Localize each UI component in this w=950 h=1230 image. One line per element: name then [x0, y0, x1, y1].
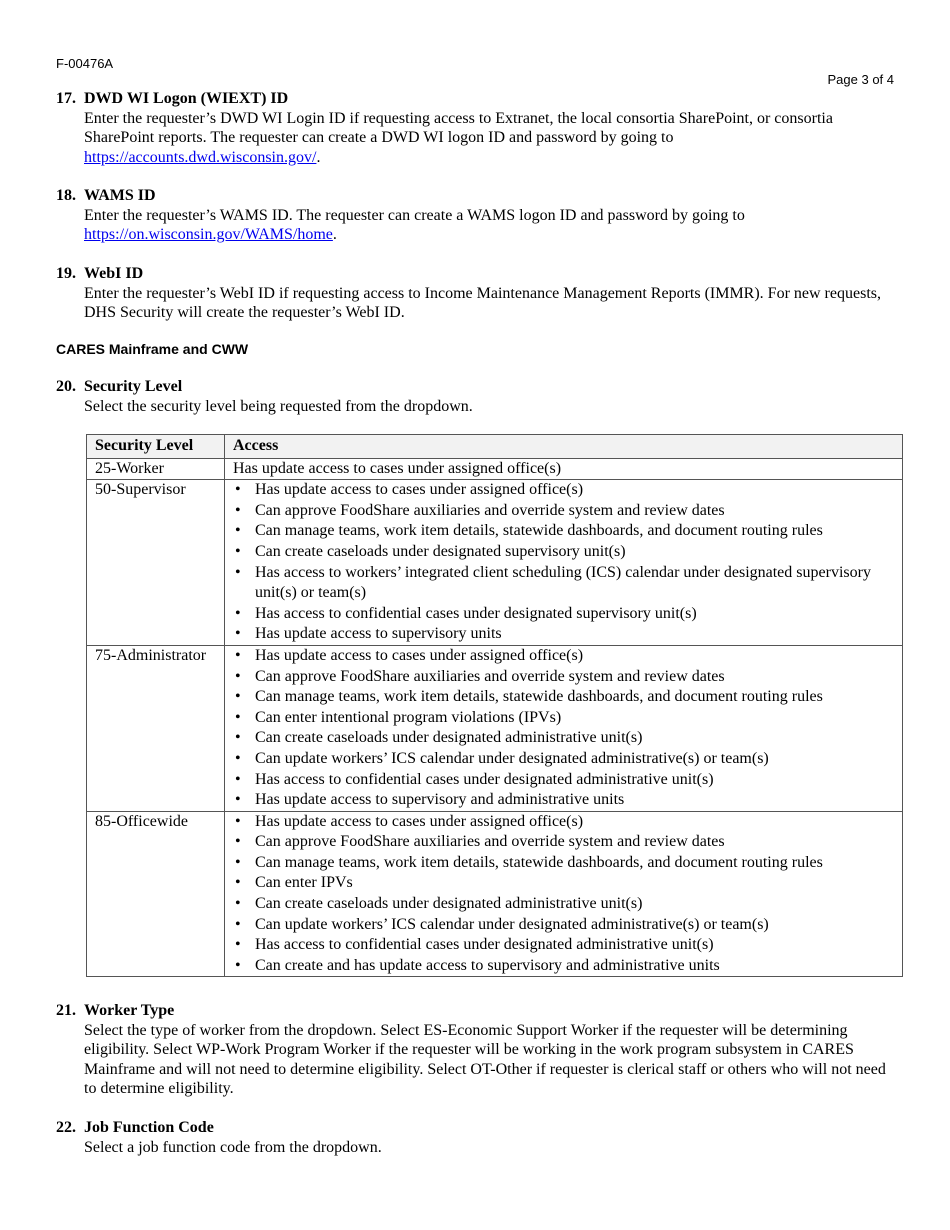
dwd-accounts-link[interactable]: https://accounts.dwd.wisconsin.gov/	[84, 148, 317, 166]
access-cell	[225, 480, 903, 646]
access-item: • Has access to confidential cases under designated administrative unit(s)	[255, 935, 894, 956]
access-item: • Can approve FoodShare auxiliaries and override system and review dates	[255, 832, 894, 853]
table-header-row	[87, 435, 903, 459]
access-item: • Can enter IPVs	[255, 873, 894, 894]
access-item: • Can manage teams, work item details, statewide dashboards, and document routing rules	[255, 853, 894, 874]
item-21-title: Worker Type	[84, 1002, 175, 1019]
access-item: • Can manage teams, work item details, statewide dashboards, and document routing rules	[255, 687, 894, 708]
item-17-period: .	[316, 148, 321, 166]
access-item: • Can enter intentional program violations (IPVs)	[255, 708, 894, 729]
item-22-title: Job Function Code	[84, 1119, 214, 1136]
access-cell	[225, 645, 903, 811]
item-18-number: 18.	[56, 187, 76, 204]
item-17-description: Enter the requester’s DWD WI Login ID if requesting access to Extranet, the local consortia SharePoint, or consortia SharePoint reports. The requester can create a DWD WI logon ID and password by going to	[84, 109, 833, 146]
level-cell: 85-Officewide	[87, 811, 225, 977]
access-item: • Has update access to cases under assigned office(s)	[255, 646, 894, 667]
item-19	[56, 264, 896, 323]
access-item: • Can create caseloads under designated administrative unit(s)	[255, 728, 894, 749]
access-cell	[225, 811, 903, 977]
access-item: • Has update access to cases under assigned office(s)	[255, 480, 894, 501]
access-item: • Can update workers’ ICS calendar under designated administrative(s) or team(s)	[255, 915, 894, 936]
item-21-number: 21.	[56, 1002, 76, 1019]
item-19-title: WebI ID	[84, 265, 144, 282]
item-22-number: 22.	[56, 1119, 76, 1136]
item-21	[56, 1001, 896, 1099]
access-item: • Has access to confidential cases under designated supervisory unit(s)	[255, 604, 894, 625]
item-17	[56, 89, 896, 167]
level-cell: 75-Administrator	[87, 645, 225, 811]
access-item: • Has access to workers’ integrated client scheduling (ICS) calendar under designated supervisory unit(s) or team(s)	[255, 563, 894, 604]
security-level-table	[86, 434, 903, 977]
item-20-title: Security Level	[84, 378, 183, 395]
item-17-title: DWD WI Logon (WIEXT) ID	[84, 90, 289, 107]
table-row-worker	[87, 458, 903, 480]
table-row-officewide	[87, 811, 903, 977]
item-18-period: .	[332, 226, 337, 243]
item-17-text	[84, 109, 896, 168]
item-21-text: Select the type of worker from the dropdown. Select ES-Economic Support Worker if the requester will be determining eligibility. Select WP-Work Program Worker if the requester will be working in the work program subsystem in CARES Mainframe and will not need to determine eligibility. Select OT-Other if requester is clerical staff or others who will not need to determine eligibility.	[84, 1021, 886, 1097]
access-list	[233, 480, 894, 645]
cares-section-heading: CARES Mainframe and CWW	[56, 341, 249, 357]
table-row-supervisor	[87, 480, 903, 646]
access-item: • Can create caseloads under designated administrative unit(s)	[255, 894, 894, 915]
item-22-text: Select a job function code from the dropdown.	[84, 1138, 382, 1156]
table-row-administrator	[87, 645, 903, 811]
item-19-text: Enter the requester’s WebI ID if requesting access to Income Maintenance Management Reports (IMMR). For new requests, DHS Security will create the requester’s WebI ID.	[84, 284, 881, 321]
item-22	[56, 1118, 896, 1157]
access-item: • Has access to confidential cases under designated administrative unit(s)	[255, 770, 894, 791]
form-id: F-00476A	[56, 56, 114, 71]
header-security-level: Security Level	[87, 435, 225, 459]
item-19-number: 19.	[56, 265, 76, 282]
access-item: • Has update access to supervisory units	[255, 624, 894, 645]
access-cell: Has update access to cases under assigned office(s)	[225, 458, 903, 480]
access-item: • Can approve FoodShare auxiliaries and override system and review dates	[255, 667, 894, 688]
item-17-number: 17.	[56, 90, 76, 107]
access-item: • Can create caseloads under designated supervisory unit(s)	[255, 542, 894, 563]
item-18-description: Enter the requester’s WAMS ID. The requester can create a WAMS logon ID and password by going to	[84, 206, 745, 224]
page-number: Page 3 of 4	[827, 72, 894, 87]
item-18-text	[84, 206, 896, 245]
access-item: • Can update workers’ ICS calendar under designated administrative(s) or team(s)	[255, 749, 894, 770]
access-item: • Can manage teams, work item details, statewide dashboards, and document routing rules	[255, 521, 894, 542]
item-20	[56, 377, 896, 416]
wams-home-link[interactable]: https://on.wisconsin.gov/WAMS/home	[84, 226, 333, 243]
access-list	[233, 646, 894, 811]
access-list	[233, 812, 894, 977]
access-item: • Can approve FoodShare auxiliaries and override system and review dates	[255, 501, 894, 522]
header-access: Access	[225, 435, 903, 459]
level-cell: 50-Supervisor	[87, 480, 225, 646]
item-20-number: 20.	[56, 378, 76, 395]
item-20-text: Select the security level being requested from the dropdown.	[84, 397, 473, 415]
level-cell: 25-Worker	[87, 458, 225, 480]
access-item: • Has update access to supervisory and administrative units	[255, 790, 894, 811]
item-18-title: WAMS ID	[84, 187, 156, 204]
item-18	[56, 186, 896, 245]
access-item: • Can create and has update access to supervisory and administrative units	[255, 956, 894, 977]
access-item: • Has update access to cases under assigned office(s)	[255, 812, 894, 833]
